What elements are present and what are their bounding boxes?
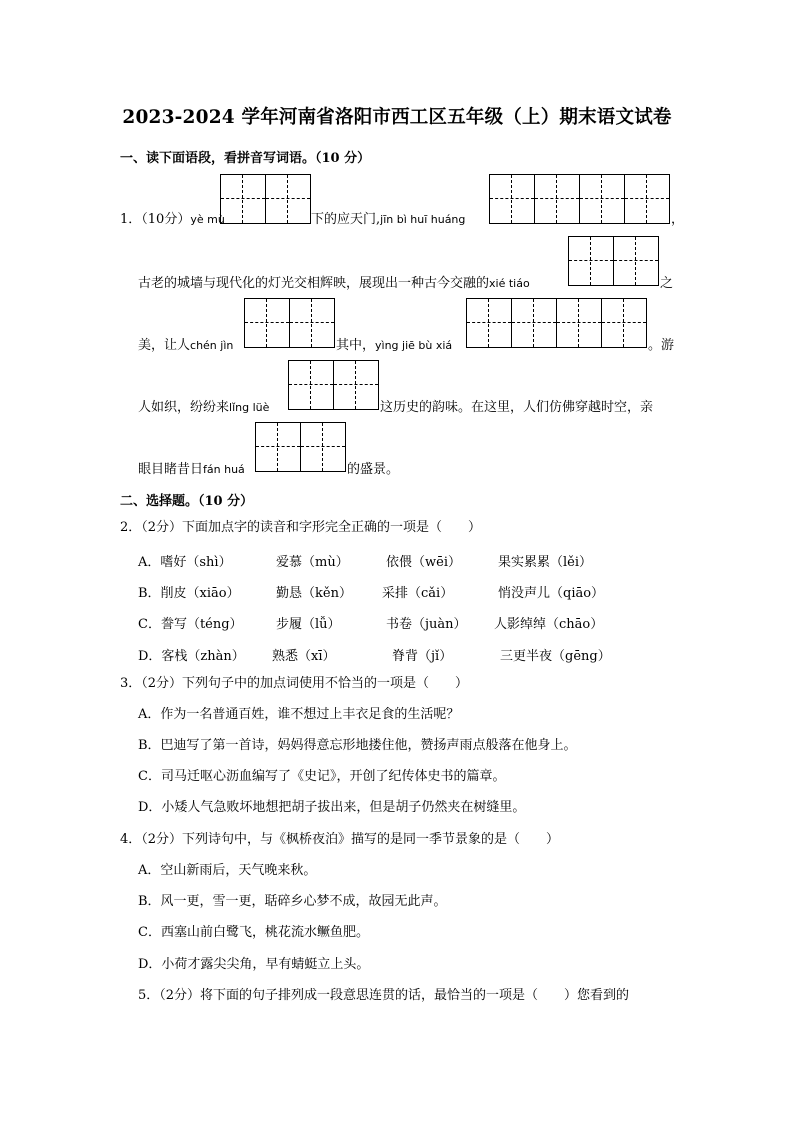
q1-comma: ， (671, 212, 685, 227)
section-heading-2: 二、选择题。（10 分） (120, 494, 254, 509)
q1-text-5b: 的盛景。 (347, 462, 400, 477)
pinyin-fanhua: fán huá (203, 463, 245, 476)
page-title: 2023-2024 学年河南省洛阳市西工区五年级（上）期末语文试卷 (122, 107, 672, 128)
q3-option-b: B．巴迪写了第一首诗，妈妈得意忘形地搂住他，赞扬声雨点般落在他身上。 (138, 738, 577, 753)
section-heading-1: 一、读下面语段，看拼音写词语。（10 分） (120, 151, 371, 166)
q1-text-1: 下的应天门,jīn bì huī huáng (311, 212, 466, 227)
q1-text-4b: 这历史的韵味。在这里，人们仿佛穿越时空，亲 (380, 400, 654, 415)
q4-option-b: B．风一更，雪一更，聒碎乡心梦不成，故园无此声。 (138, 894, 447, 909)
writing-grid-linglue[interactable] (288, 360, 379, 410)
q4-option-d: D．小荷才露尖尖角，早有蜻蜓立上头。 (138, 957, 370, 972)
pinyin-linglue: lǐng lüè (229, 401, 270, 414)
exam-page: 2023-2024 学年河南省洛阳市西工区五年级（上）期末语文试卷 一、读下面语段，看拼音写词语。（10 分） 1．（10分）yè mù 下的应天门,jīn bì huī huáng ， 古老的城墙与现代化的灯光交相辉映，展现出一种古今交融的xié tiáo 之 美，让人chén jìn 其中，yìng jiē bù xiá 。游 人如织，纷纷来lǐng lüè 这历史的韵味。在这里，人们仿佛穿越时空，亲 眼目睹昔日fán huá 的盛景。 二、选择题。（10 分） 2．（2分）下面加点字的读音和字形完全正确的一项是（ ） A．嗜好（shì） 爱慕（mù） 依偎（wēi） 果实累累（lěi） B．削皮（xiāo） 勤恳（kěn） 采排（cǎi） 悄没声儿（qiāo） C．誊写（téng） 步履（lǚ） 书卷（juàn） 人影绰绰（chāo） D．客栈（zhàn） 熟悉（xī） 脊背（jǐ） 三更半夜（gēng） 3．（2分）下列句子中的加点词使用不恰当的一项是（ ） A．作为一名普通百姓，谁不想过上丰衣足食的生活呢？ B．巴迪写了第一首诗，妈妈得意忘形地搂住他，赞扬声雨点般落在他身上。 C．司马迁呕心沥血编写了《史记》，开创了纪传体史书的篇章。 D．小矮人气急败坏地想把胡子拔出来，但是胡子仍然夹在树缝里。 4．（2分）下列诗句中，与《枫桥夜泊》描写的是同一季节景象的是（ ） A．空山新雨后，天气晚来秋。 B．风一更，雪一更，聒碎乡心梦不成，故园无此声。 C．西塞山前白鹭飞，桃花流水鳜鱼肥。 D．小荷才露尖尖角，早有蜻蜓立上头。 5．（2分）将下面的句子排列成一段意思连贯的话，最恰当的一项是（ ）您看到的 (0, 0, 794, 1123)
writing-grid-xietiao[interactable] (568, 236, 659, 286)
q3-option-c: C．司马迁呕心沥血编写了《史记》，开创了纪传体史书的篇章。 (138, 769, 506, 784)
pinyin-jinbihuihuang: jīn bì huī huáng (380, 213, 466, 226)
q1-number: 1．（10分）yè mù (120, 212, 225, 227)
pinyin-xietiao: xié tiáo (489, 277, 530, 290)
q1-text-5a: 眼目睹昔日fán huá (138, 462, 245, 477)
q4-option-c: C．西塞山前白鹭飞，桃花流水鳜鱼肥。 (138, 925, 369, 940)
q4-option-a: A．空山新雨后，天气晚来秋。 (138, 863, 317, 878)
writing-grid-fanhua[interactable] (255, 422, 346, 472)
q3-option-d: D．小矮人气急败坏地想把胡子拔出来，但是胡子仍然夹在树缝里。 (138, 800, 526, 815)
writing-grid-yingjiebuxia[interactable] (466, 298, 647, 348)
pinyin-yemu: yè mù (190, 213, 225, 226)
q3-option-a: A．作为一名普通百姓，谁不想过上丰衣足食的生活呢？ (138, 707, 460, 722)
q3-stem: 3．（2分）下列句子中的加点词使用不恰当的一项是（ ） (120, 676, 469, 691)
pinyin-yingjiebuxia: yìng jiē bù xiá (375, 339, 453, 352)
q1-text-3b: 其中，yìng jiē bù xiá (336, 338, 453, 353)
q1-text-2: 古老的城墙与现代化的灯光交相辉映，展现出一种古今交融的xié tiáo (138, 276, 530, 291)
q4-stem: 4．（2分）下列诗句中，与《枫桥夜泊》描写的是同一季节景象的是（ ） (120, 832, 560, 847)
q1-text-4a: 人如织，纷纷来lǐng lüè (138, 400, 270, 415)
q2-stem: 2．（2分）下面加点字的读音和字形完全正确的一项是（ ） (120, 520, 482, 535)
q1-text-you: 。游 (648, 338, 675, 353)
q1-text-3a: 美，让人chén jìn (138, 338, 234, 353)
writing-grid-yemu[interactable] (220, 174, 311, 224)
q1-text-zhi: 之 (660, 276, 674, 291)
q5-stem: 5．（2分）将下面的句子排列成一段意思连贯的话，最恰当的一项是（ ）您看到的 (138, 988, 630, 1003)
pinyin-chenjin: chén jìn (190, 339, 234, 352)
writing-grid-chenjin[interactable] (244, 298, 335, 348)
writing-grid-jinbihuihuang[interactable] (489, 174, 670, 224)
